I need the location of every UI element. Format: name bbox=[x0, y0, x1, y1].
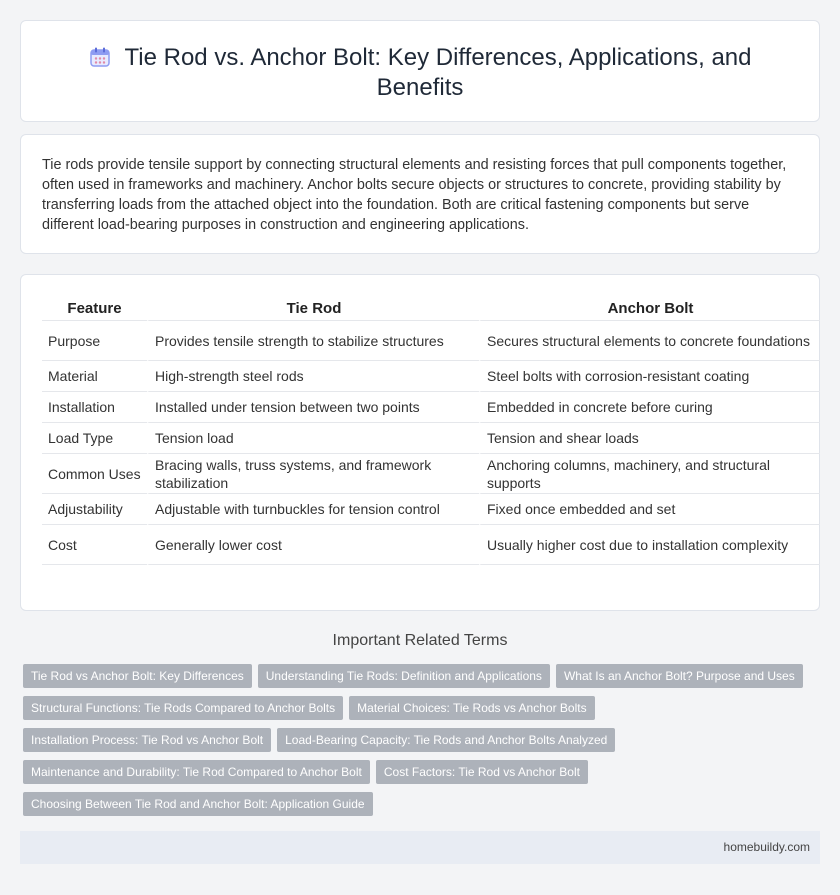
tag-row bbox=[23, 760, 813, 792]
table-cell: Embedded in concrete before curing bbox=[479, 392, 820, 423]
related-term-tag[interactable]: Choosing Between Tie Rod and Anchor Bolt: Application Guide bbox=[23, 792, 373, 816]
tag-row bbox=[23, 792, 813, 824]
table-row bbox=[42, 361, 820, 392]
related-term-tag[interactable]: Understanding Tie Rods: Definition and Applications bbox=[258, 664, 550, 688]
table-cell: Installed under tension between two points bbox=[147, 392, 479, 423]
table-cell: Steel bolts with corrosion-resistant coating bbox=[479, 361, 820, 392]
calendar-icon bbox=[89, 46, 111, 68]
tag-row bbox=[23, 696, 813, 728]
header-anchor-bolt: Anchor Bolt bbox=[479, 295, 820, 321]
related-term-tag[interactable]: What Is an Anchor Bolt? Purpose and Uses bbox=[556, 664, 803, 688]
title-card bbox=[20, 20, 820, 122]
related-term-tag[interactable]: Structural Functions: Tie Rods Compared to Anchor Bolts bbox=[23, 696, 343, 720]
table-cell: Secures structural elements to concrete foundations bbox=[479, 321, 820, 361]
table-cell: High-strength steel rods bbox=[147, 361, 479, 392]
table-header-row bbox=[42, 295, 820, 321]
related-terms-title: Important Related Terms bbox=[332, 632, 508, 649]
comparison-table-card bbox=[20, 274, 820, 611]
table-cell: Load Type bbox=[42, 423, 147, 454]
table-row bbox=[42, 321, 820, 361]
table-cell: Installation bbox=[42, 392, 147, 423]
related-term-tag[interactable]: Maintenance and Durability: Tie Rod Compared to Anchor Bolt bbox=[23, 760, 370, 784]
table-row bbox=[42, 454, 820, 494]
table-cell: Tension load bbox=[147, 423, 479, 454]
related-term-tag[interactable]: Cost Factors: Tie Rod vs Anchor Bolt bbox=[376, 760, 588, 784]
table-cell: Purpose bbox=[42, 321, 147, 361]
table-cell: Adjustability bbox=[42, 494, 147, 525]
intro-paragraph: Tie rods provide tensile support by connecting structural elements and resisting forces that pull components together, often used in frameworks and machinery. Anchor bolts secure objects or structures to concrete, providing stability by transferring loads from the attached object into the foundation. Both are critical fastening components but serve different load-bearing purposes in construction and engineering applications. bbox=[42, 157, 787, 233]
table-cell: Fixed once embedded and set bbox=[479, 494, 820, 525]
table-row bbox=[42, 423, 820, 454]
page-title-text: Tie Rod vs. Anchor Bolt: Key Differences, Applications, and Benefits bbox=[124, 44, 752, 101]
page-title bbox=[81, 43, 759, 103]
table-row bbox=[42, 525, 820, 565]
related-term-tag[interactable]: Installation Process: Tie Rod vs Anchor Bolt bbox=[23, 728, 271, 752]
table-cell: Adjustable with turnbuckles for tension control bbox=[147, 494, 479, 525]
table-cell: Usually higher cost due to installation complexity bbox=[479, 525, 820, 565]
table-cell: Provides tensile strength to stabilize structures bbox=[147, 321, 479, 361]
footer-site-link[interactable]: homebuildy.com bbox=[723, 840, 810, 854]
tag-row bbox=[23, 728, 813, 760]
related-term-tag[interactable]: Load-Bearing Capacity: Tie Rods and Anchor Bolts Analyzed bbox=[277, 728, 615, 752]
table-cell: Generally lower cost bbox=[147, 525, 479, 565]
table-cell: Material bbox=[42, 361, 147, 392]
related-terms-list bbox=[23, 664, 813, 824]
table-cell: Cost bbox=[42, 525, 147, 565]
header-tie-rod: Tie Rod bbox=[147, 295, 479, 321]
related-term-tag[interactable]: Material Choices: Tie Rods vs Anchor Bolts bbox=[349, 696, 594, 720]
intro-card bbox=[20, 134, 820, 254]
table-cell: Common Uses bbox=[42, 454, 147, 494]
header-feature: Feature bbox=[42, 295, 147, 321]
table-cell: Bracing walls, truss systems, and framework stabilization bbox=[147, 454, 479, 494]
footer bbox=[20, 831, 820, 864]
table-row bbox=[42, 392, 820, 423]
table-row bbox=[42, 494, 820, 525]
comparison-table bbox=[42, 295, 820, 565]
tag-row bbox=[23, 664, 813, 696]
related-term-tag[interactable]: Tie Rod vs Anchor Bolt: Key Differences bbox=[23, 664, 252, 688]
table-cell: Anchoring columns, machinery, and structural supports bbox=[479, 454, 820, 494]
table-cell: Tension and shear loads bbox=[479, 423, 820, 454]
